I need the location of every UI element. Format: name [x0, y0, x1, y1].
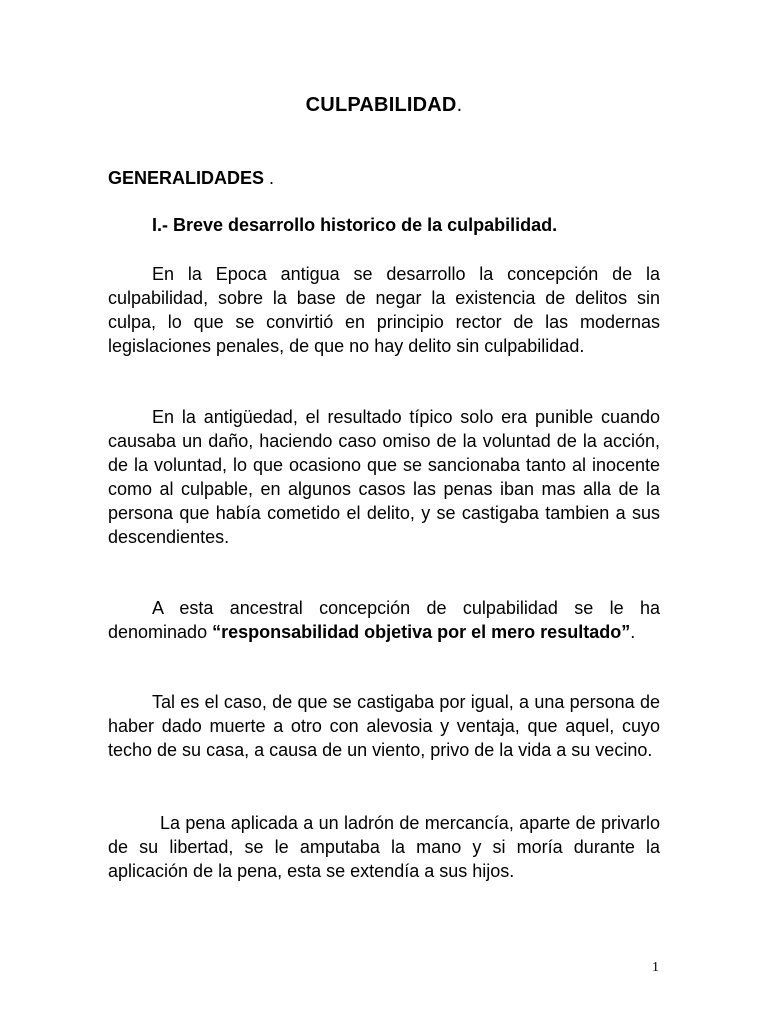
- document-title-text: CULPABILIDAD: [305, 94, 457, 116]
- paragraph-3-emphasis: “responsabilidad objetiva por el mero resultado”: [212, 622, 631, 642]
- section-heading-punctuation: .: [264, 168, 275, 188]
- paragraph-5: La pena aplicada a un ladrón de mercancía, aparte de privarlo de su libertad, se le amputaba la mano y si moría durante la aplicación de la pena, esta se extendía a sus hijos.: [108, 813, 660, 881]
- section-heading-text: GENERALIDADES: [108, 168, 265, 188]
- paragraph-2: En la antigüedad, el resultado típico solo era punible cuando causaba un daño, haciendo caso omiso de la voluntad de la acción, de la voluntad, lo que ocasiono que se sancionaba tanto al inocente como al culpable, en algunos casos las penas iban mas alla de la persona que había cometido el delito, y se castigaba tambien a sus descendientes.: [108, 407, 660, 547]
- document-title-punctuation: .: [456, 94, 463, 116]
- subsection-heading: I.- Breve desarrollo historico de la culpabilidad.: [152, 215, 558, 235]
- paragraph-3-text: A esta ancestral concepción de culpabilidad se le ha denominado: [108, 598, 660, 642]
- document-title: [0, 94, 768, 117]
- paragraph-3-end: .: [630, 622, 636, 642]
- paragraph-4: Tal es el caso, de que se castigaba por igual, a una persona de haber dado muerte a otro con alevosia y ventaja, que aquel, cuyo techo de su casa, a causa de un viento, privo de la vida a su vecino.: [108, 692, 660, 760]
- section-heading: [108, 168, 274, 189]
- paragraph-3: [108, 596, 660, 644]
- page-number: 1: [652, 960, 659, 975]
- paragraph-1: En la Epoca antigua se desarrollo la concepción de la culpabilidad, sobre la base de negar la existencia de delitos sin culpa, lo que se convirtió en principio rector de las modernas legislaciones penales, de que no hay delito sin culpabilidad.: [108, 264, 660, 356]
